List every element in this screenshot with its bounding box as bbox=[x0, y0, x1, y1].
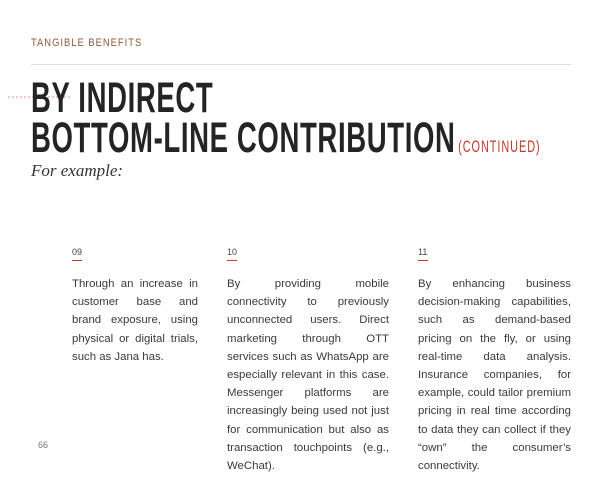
item-number-underline bbox=[72, 260, 82, 261]
benefit-column-09 bbox=[72, 247, 198, 366]
title-line-1: BY INDIRECT bbox=[31, 74, 214, 122]
title-line-2-text: BOTTOM-LINE CONTRIBUTION bbox=[31, 114, 456, 162]
subtitle: For example: bbox=[31, 161, 124, 180]
benefit-column-10 bbox=[227, 247, 389, 475]
benefit-column-11 bbox=[418, 247, 571, 475]
item-text: Through an increase in customer base and brand exposure, using physical or digital trials, such as Jana has. bbox=[72, 278, 198, 363]
page-title bbox=[31, 74, 541, 167]
item-text: By enhancing business decision-making capabilities, such as demand-based pricing on the fly, or using real-time data analysis. Insurance companies, for example, could tailor premium pricing in real time according to data they can collect if they “own” the consumer’s connectivity. bbox=[418, 278, 571, 473]
item-number: 10 bbox=[227, 247, 238, 257]
item-number: 09 bbox=[72, 247, 83, 257]
header-divider bbox=[31, 64, 571, 65]
title-line-2 bbox=[31, 114, 541, 167]
section-label: TANGIBLE BENEFITS bbox=[31, 37, 143, 49]
item-number: 11 bbox=[418, 247, 428, 257]
item-text: By providing mobile connectivity to previously unconnected users. Direct marketing through OTT services such as WhatsApp are especially relevant in this case. Messenger platforms are increasingly being used not just for communication but also as transaction touchpoints (e.g., WeChat). bbox=[227, 278, 389, 473]
page-number: 66 bbox=[38, 440, 49, 450]
item-number-underline bbox=[418, 260, 428, 261]
item-number-underline bbox=[227, 260, 237, 261]
continued-label: (CONTINUED) bbox=[458, 137, 541, 156]
